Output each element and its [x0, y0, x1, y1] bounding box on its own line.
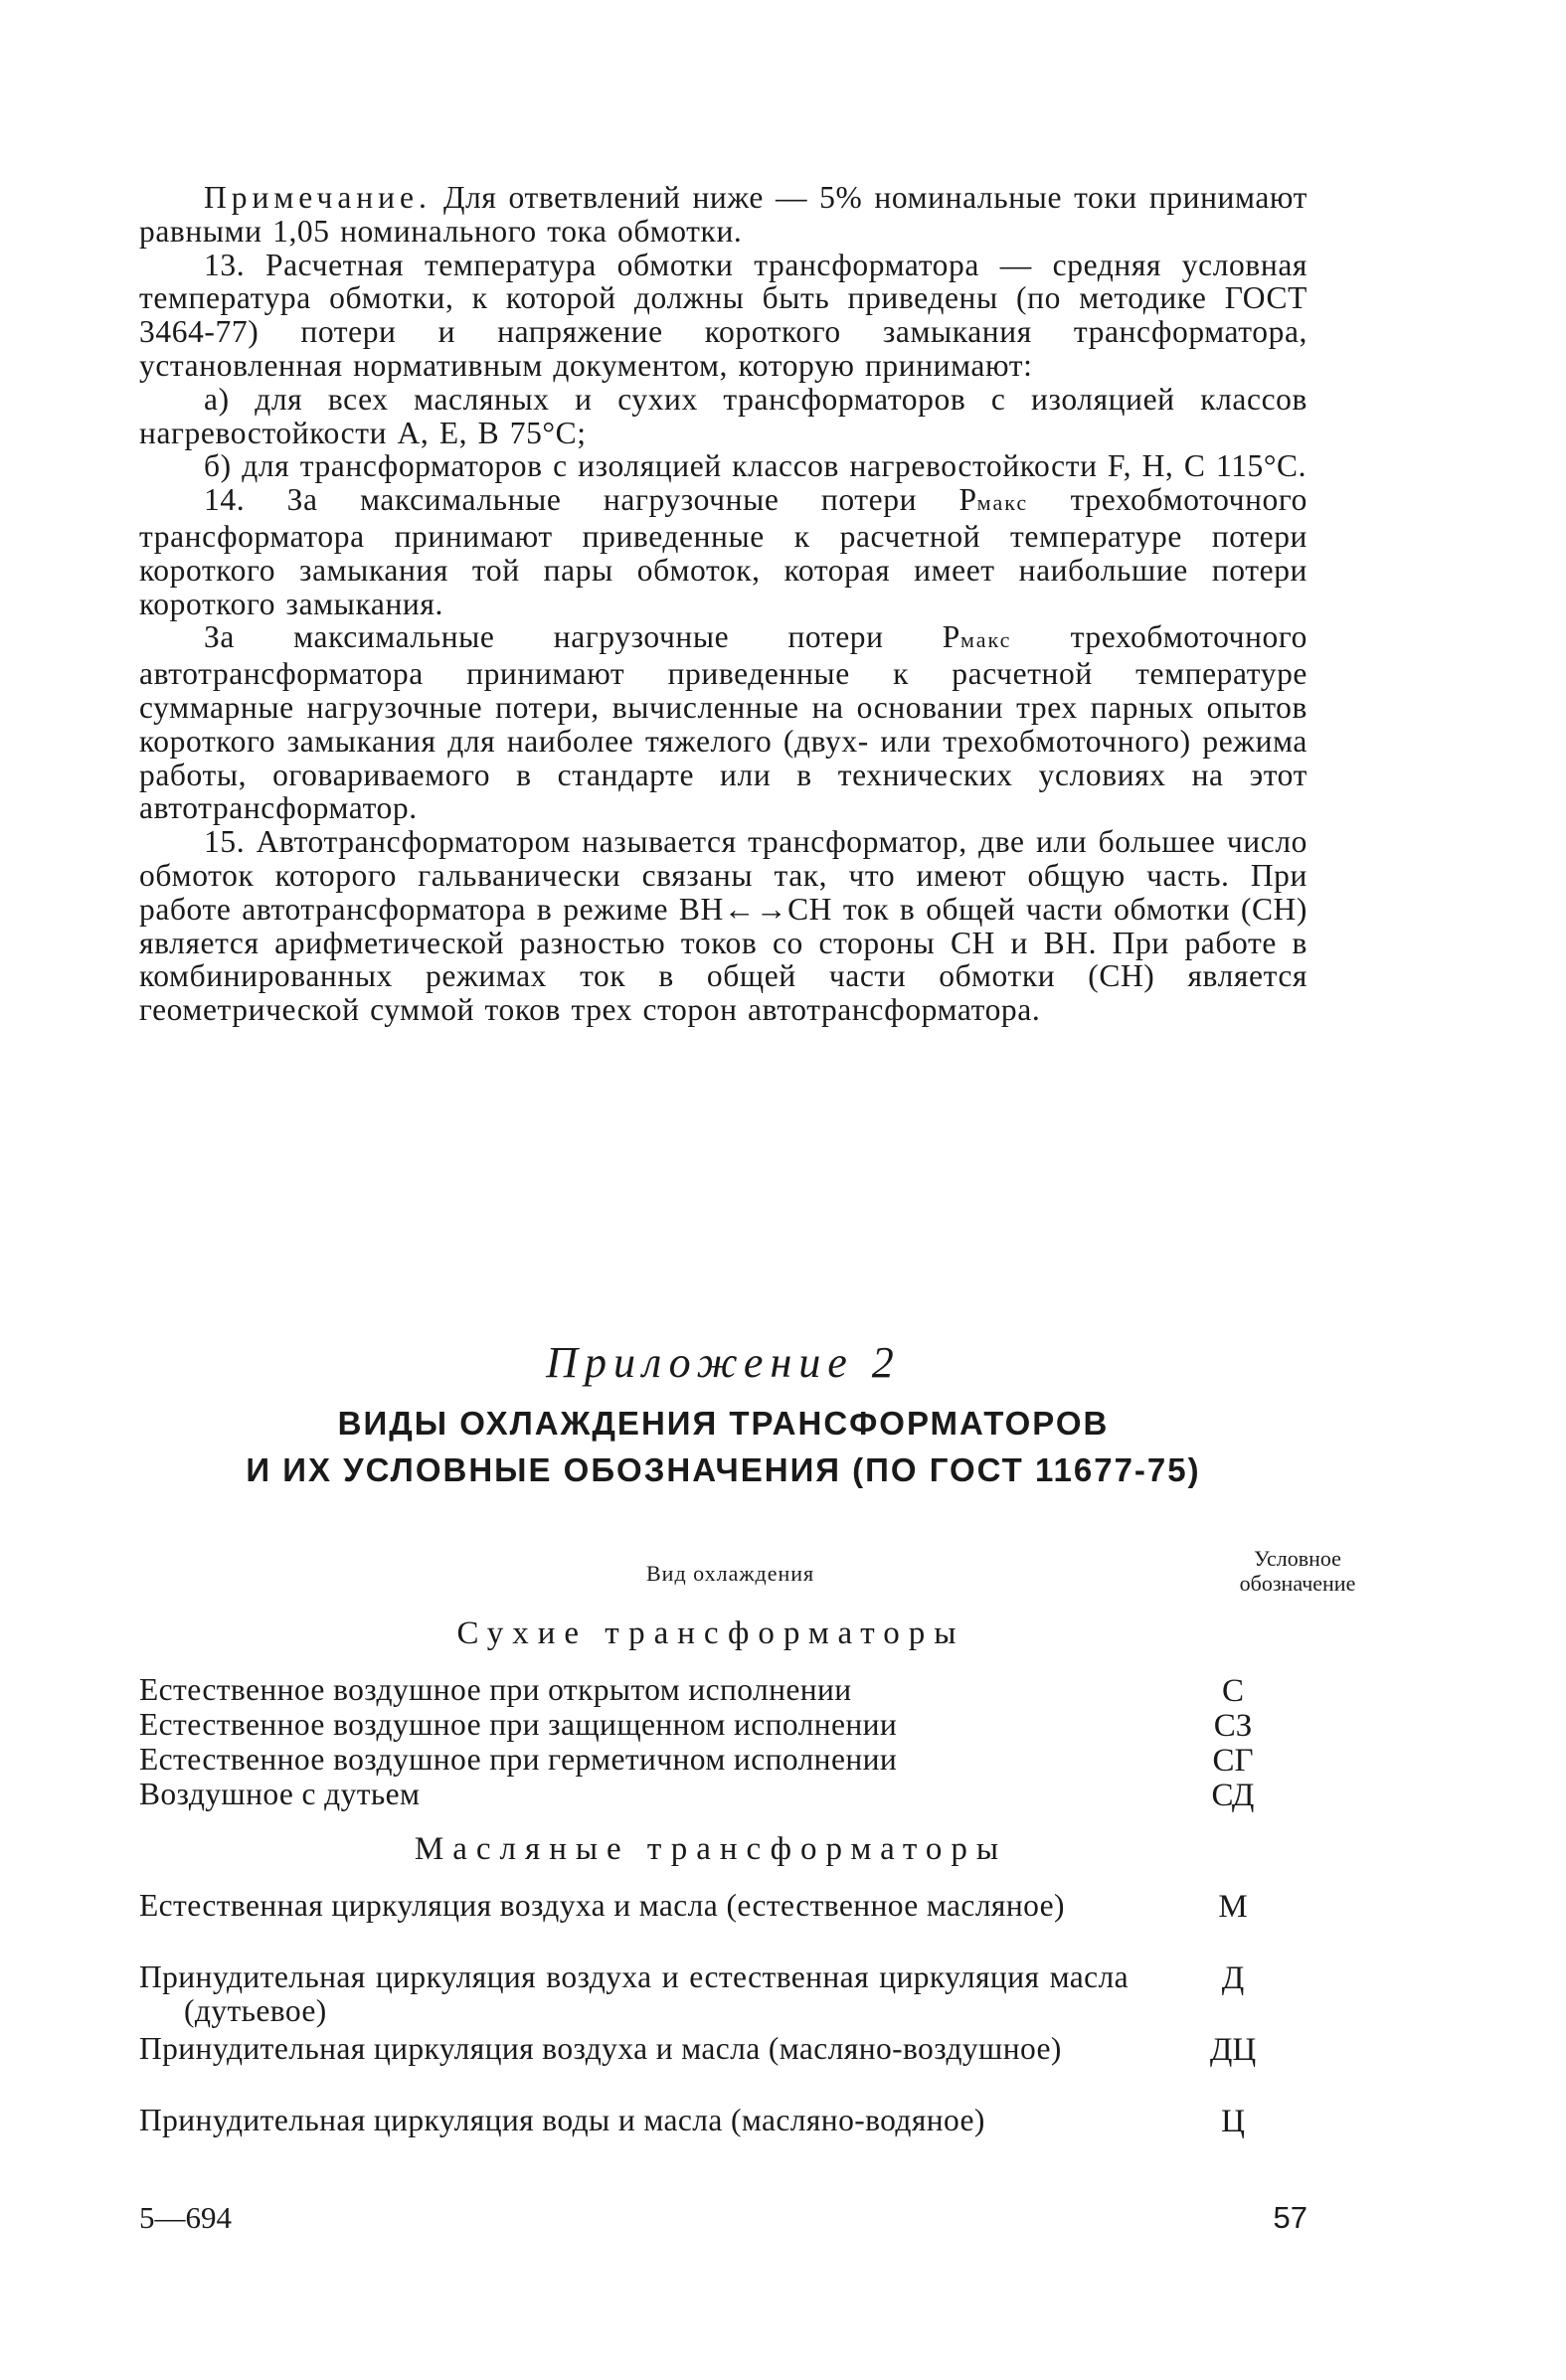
row-label: Принудительная циркуляция воздуха и масла (масляно-воздушное) — [139, 2031, 1062, 2066]
paragraph-14b-end: трехобмоточного автотрансформатора принимают приведенные к расчетной температуре суммарные нагрузочные потери, вычисленные на основании трех парных опытов короткого замыкания для наиболее тяжелого (двух- или трехобмоточного) режима работы, оговариваемого в стандарте или в технических условиях на этот автотрансформатор. — [139, 619, 1307, 826]
appendix-title-line1: ВИДЫ ОХЛАЖДЕНИЯ ТРАНСФОРМАТОРОВ — [337, 1405, 1110, 1442]
paragraph-14-start: 14. За максимальные нагрузочные потери P — [204, 482, 977, 518]
row-code: М — [1218, 1889, 1248, 1925]
row-code: С — [1221, 1673, 1244, 1709]
row-code: Ц — [1221, 2104, 1245, 2139]
paragraph-14-end: трехобмоточного трансформатора принимают приведенные к расчетной температуре потери короткого замыкания той пары обмоток, которая имеет наибольшие потери короткого замыкания. — [139, 482, 1307, 621]
row-code: ДЦ — [1209, 2032, 1257, 2068]
row-code: СД — [1211, 1778, 1255, 1813]
paragraph-15: 15. Автотрансформатором называется трансформатор, две или большее число обмоток которого гальванически связаны так, что имеют общую часть. При работе автотрансформатора в режиме ВН←→СН ток в общей части обмотки (СН) является арифметической разностью токов со стороны СН и ВН. При работе в комбинированных режимах ток в общей части обмотки (СН) является геометрической суммой токов трех сторон автотрансформатора. — [139, 824, 1307, 1028]
note-text: Для ответвлений ниже — 5% номинальные токи принимают равными 1,05 номинального тока обмотки. — [139, 180, 1307, 249]
row-code: СЗ — [1213, 1708, 1253, 1744]
row-code: СГ — [1212, 1743, 1254, 1779]
note-label: Примечание. — [204, 180, 432, 215]
printer-signature: 5—694 — [139, 2200, 232, 2235]
row-label: Принудительная циркуляция воды и масла (масляно-водяное) — [139, 2103, 985, 2137]
row-label: Естественное воздушное при защищенном исполнении — [139, 1707, 898, 1742]
appendix-title-line2: И ИХ УСЛОВНЫЕ ОБОЗНАЧЕНИЯ (ПО ГОСТ 11677-75) — [246, 1451, 1201, 1488]
group-header-oil: Масляные трансформаторы — [414, 1831, 1008, 1867]
column-header-code: Условное обозначение — [1239, 1546, 1356, 1596]
group-header-dry: Сухие трансформаторы — [456, 1615, 965, 1651]
row-label: Естественное воздушное при герметичном исполнении — [139, 1742, 898, 1777]
paragraph-13: 13. Расчетная температура обмотки трансформатора — средняя условная температура обмотки, к которой должны быть приведены (по методике ГОСТ 3464-77) потери и напряжение короткого замыкания трансформатора, установленная нормативным документом, которую принимают: — [139, 247, 1307, 383]
paragraph-13a: а) для всех масляных и сухих трансформаторов с изоляцией классов нагревостойкости А, Е, В 75°С; — [139, 381, 1307, 450]
row-label: Естественная циркуляция воздуха и масла (естественное масляное) — [139, 1888, 1065, 1923]
row-label: Естественное воздушное при открытом исполнении — [139, 1672, 852, 1707]
row-code: Д — [1221, 1960, 1245, 1996]
row-label: Воздушное с дутьем — [139, 1777, 421, 1811]
appendix-title — [139, 1400, 1307, 1493]
pmax-subscript: макс — [976, 490, 1029, 516]
pmax-subscript: макс — [959, 627, 1012, 653]
column-header-type: Вид охлаждения — [646, 1561, 815, 1586]
page-number: 57 — [1273, 2200, 1307, 2235]
row-label: Принудительная циркуляция воздуха и естественная циркуляция масла (дутьевое) — [139, 1959, 1129, 2028]
appendix-label: Приложение 2 — [546, 1338, 901, 1387]
paragraph-13b: б) для трансформаторов с изоляцией классов нагревостойкости F, Н, С 115°С. — [204, 448, 1307, 484]
appendix-section — [139, 0, 1356, 2380]
paragraph-14b-start: За максимальные нагрузочные потери P — [204, 619, 960, 655]
